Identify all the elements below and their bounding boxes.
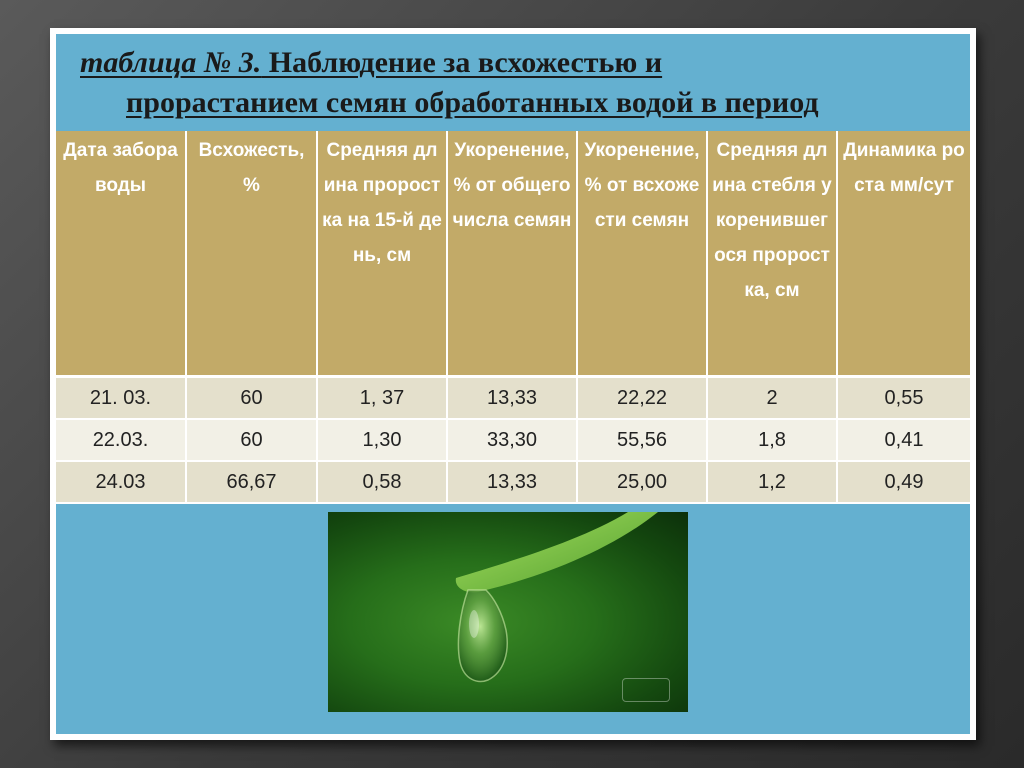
- data-table: [56, 131, 970, 504]
- table-cell: 1,8: [707, 419, 837, 461]
- table-cell: 55,56: [577, 419, 707, 461]
- video-watermark: [622, 678, 670, 702]
- header-rooting-germinated: Укоренение, % от всхожести семян: [577, 131, 707, 377]
- table-cell: 0,58: [317, 461, 447, 503]
- slide-title: [56, 34, 970, 129]
- slide: [56, 34, 970, 734]
- water-drop: [458, 590, 507, 681]
- title-line-1: [80, 46, 662, 80]
- table-cell: 24.03: [56, 461, 186, 503]
- table-cell: 60: [186, 419, 317, 461]
- header-avg-stem-length: Средняя длина стебля укоренившегося проростка, см: [707, 131, 837, 377]
- table-cell: 25,00: [577, 461, 707, 503]
- title-prefix: таблица № 3.: [80, 46, 262, 79]
- title-line-2: [126, 86, 819, 120]
- table-row: [56, 419, 970, 461]
- header-date: Дата забора воды: [56, 131, 186, 377]
- slide-frame: [50, 28, 976, 740]
- table-cell: 1, 37: [317, 377, 447, 420]
- table-row: [56, 377, 970, 420]
- table-cell: 0,55: [837, 377, 970, 420]
- header-rooting-total: Укоренение, % от общего числа семян: [447, 131, 577, 377]
- table-cell: 21. 03.: [56, 377, 186, 420]
- table-cell: 1,2: [707, 461, 837, 503]
- header-avg-sprout-length: Средняя длина проростка на 15-й день, см: [317, 131, 447, 377]
- table-row: [56, 461, 970, 503]
- table-header-row: [56, 131, 970, 377]
- table-cell: 22,22: [577, 377, 707, 420]
- table-cell: 0,41: [837, 419, 970, 461]
- table-cell: 33,30: [447, 419, 577, 461]
- table-cell: 60: [186, 377, 317, 420]
- header-germination: Всхожесть, %: [186, 131, 317, 377]
- table-cell: 13,33: [447, 377, 577, 420]
- table-cell: 66,67: [186, 461, 317, 503]
- title-line1-text: Наблюдение за всхожестью и: [261, 46, 663, 79]
- table-cell: 13,33: [447, 461, 577, 503]
- table-cell: 2: [707, 377, 837, 420]
- drop-highlight: [469, 610, 479, 638]
- table-cell: 0,49: [837, 461, 970, 503]
- title-line2-text: прорастанием семян обработанных водой в период: [126, 86, 819, 119]
- table-cell: 22.03.: [56, 419, 186, 461]
- header-growth-dynamics: Динамика роста мм/сут: [837, 131, 970, 377]
- leaf-shape: [456, 512, 658, 592]
- leaf-waterdrop-photo: [328, 512, 688, 712]
- table-cell: 1,30: [317, 419, 447, 461]
